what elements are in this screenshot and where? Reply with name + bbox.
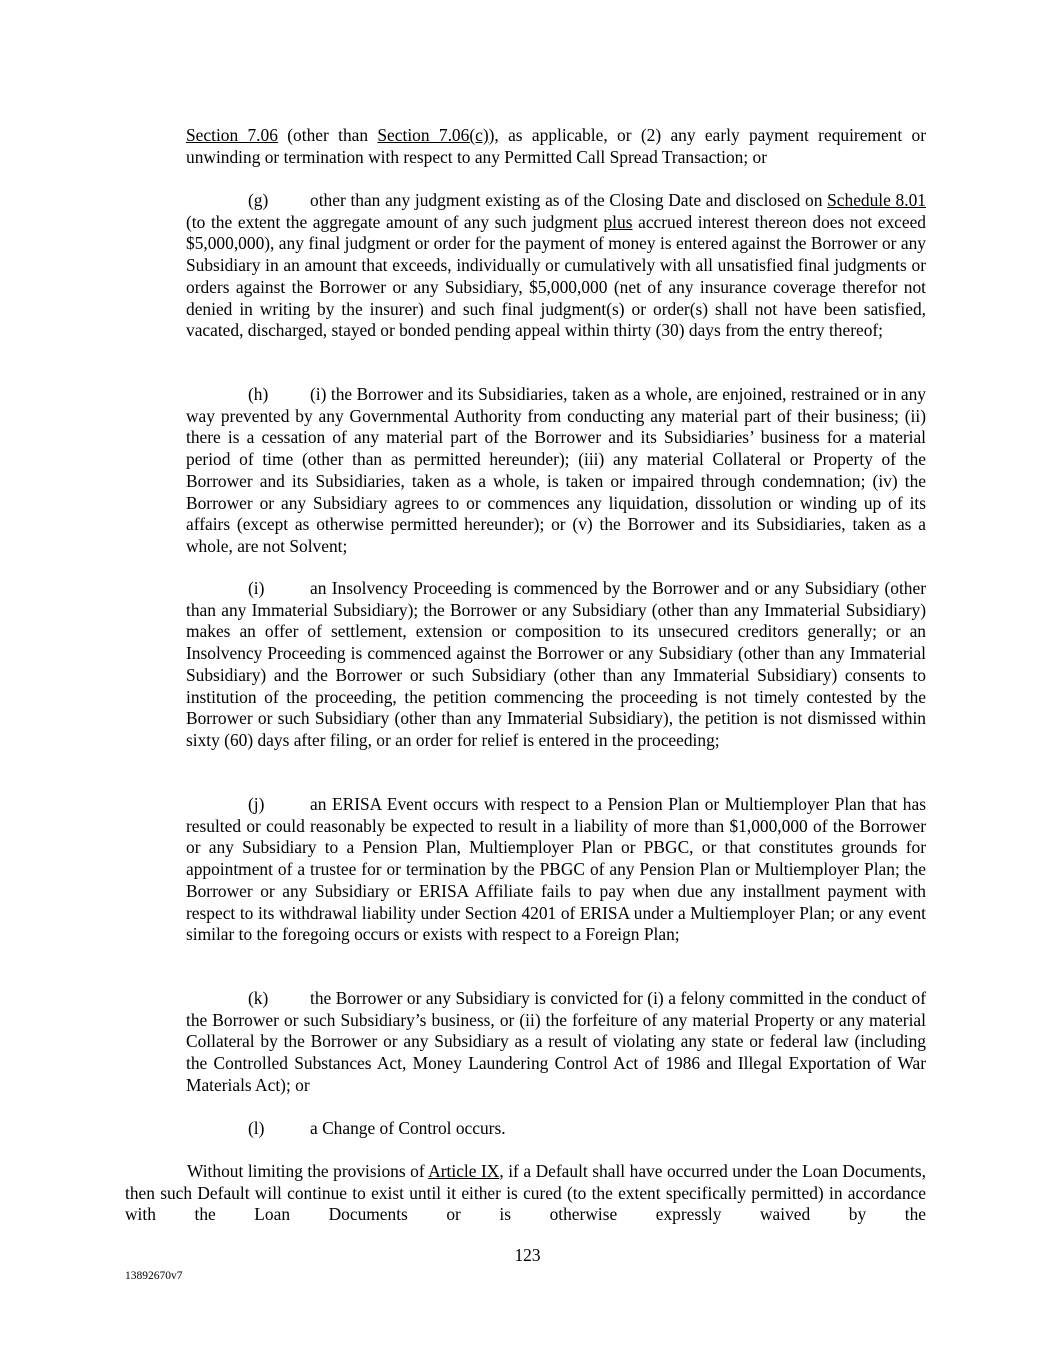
paragraph-text: accrued interest thereon does not exceed $5,000,000), any final judgment or order for the payment of money is entered against the Borrower or any Subsidiary in an amount that exceeds, individually or cumulatively with all unsatisfied final judgments or orders against the Borrower or any Subsidiary, $5,000,000 (net of any insurance coverage therefor not denied in writing by the insurer) and such final judgment(s) or order(s) shall not have been satisfied, vacated, discharged, stayed or bonded pending appeal within thirty (30) days from the entry thereof; [186, 211, 926, 341]
clause-label: (i) [248, 578, 265, 598]
paragraph-l [186, 1118, 926, 1140]
paragraph-h [186, 384, 926, 558]
document-id: 13892670v7 [125, 1270, 183, 1282]
paragraph-text: the Borrower or any Subsidiary is convicted for (i) a felony committed in the conduct of the Borrower or such Subsidiary’s business, or (ii) the forfeiture of any material Property or any material Collateral by the Borrower or any Subsidiary as a result of violating any state or federal law (including the Controlled Substances Act, Money Laundering Control Act of 1986 and Illegal Exportation of War Materials Act); or [186, 988, 926, 1095]
paragraph-text: (other than [277, 125, 378, 145]
page-number: 123 [514, 1245, 541, 1265]
paragraph-i [186, 578, 926, 752]
clause-label: (j) [248, 794, 265, 814]
article-reference: Article IX [428, 1161, 500, 1181]
paragraph-text: an ERISA Event occurs with respect to a Pension Plan or Multiemployer Plan that has resulted or could reasonably be expected to result in a liability of more than $1,000,000 of the Borrower or any Subsidiary to a Pension Plan, Multiemployer Plan or PBGC, or that constitutes grounds for appointment of a trustee for or termination by the PBGC of any Pension Plan or Multiemployer Plan; the Borrower or any Subsidiary or ERISA Affiliate fails to pay when due any installment payment with respect to its withdrawal liability under Section 4201 of ERISA under a Multiemployer Plan; or any event similar to the foregoing occurs or exists with respect to a Foreign Plan; [186, 794, 926, 945]
paragraph-text: other than any judgment existing as of the Closing Date and disclosed on [310, 190, 828, 210]
paragraph-text: a Change of Control occurs. [310, 1118, 506, 1138]
clause-label: (l) [248, 1118, 265, 1138]
paragraph-text: an Insolvency Proceeding is commenced by the Borrower and or any Subsidiary (other than any Immaterial Subsidiary); the Borrower or any Subsidiary (other than any Immaterial Subsidiary) makes an offer of settlement, extension or composition to its unsecured creditors generally; or an Insolvency Proceeding is commenced against the Borrower or any Subsidiary (other than any Immaterial Subsidiary) and the Borrower or such Subsidiary (other than any Immaterial Subsidiary) consents to institution of the proceeding, the petition commencing the proceeding is not timely contested by the Borrower or such Subsidiary (other than any Immaterial Subsidiary), the petition is not dismissed within sixty (60) days after filing, or an order for relief is entered in the proceeding; [186, 578, 926, 750]
paragraph-f-continuation [186, 125, 926, 168]
paragraph-text: (to the extent the aggregate amount of any such judgment [186, 211, 604, 232]
paragraph-j [186, 794, 926, 946]
paragraph-k [186, 988, 926, 1097]
paragraph-text: ), as applicable, or (2) any early payment requirement or unwinding or termination with respect to any Permitted Call Spread Transaction; or [186, 125, 927, 167]
emphasis-term: plus [603, 211, 633, 232]
clause-label: (g) [248, 190, 269, 210]
paragraph-final [125, 1161, 926, 1226]
clause-label: (h) [248, 384, 269, 404]
paragraph-text: Without limiting the provisions of [187, 1161, 429, 1181]
clause-label: (k) [248, 988, 269, 1008]
paragraph-text: , if a Default shall have occurred under the Loan Documents, then such Default will continue to exist until it either is cured (to the extent specifically permitted) in accordance with the Loan Documents or is otherwise expressly waived by the [125, 1161, 926, 1225]
schedule-reference: Schedule 8.01 [827, 190, 926, 210]
section-reference: Section 7.06(c) [377, 125, 489, 145]
section-reference: Section 7.06 [186, 125, 278, 145]
paragraph-g [186, 190, 926, 342]
paragraph-text: (i) the Borrower and its Subsidiaries, taken as a whole, are enjoined, restrained or in any way prevented by any Governmental Authority from conducting any material part of their business; (ii) there is a cessation of any material part of the Borrower and its Subsidiaries’ business for a material period of time (other than as permitted hereunder); (iii) any material Collateral or Property of the Borrower and its Subsidiaries, taken as a whole, is taken or impaired through condemnation; (iv) the Borrower or any Subsidiary agrees to or commences any liquidation, dissolution or winding up of its affairs (except as otherwise permitted hereunder); or (v) the Borrower and its Subsidiaries, taken as a whole, are not Solvent; [186, 384, 926, 556]
